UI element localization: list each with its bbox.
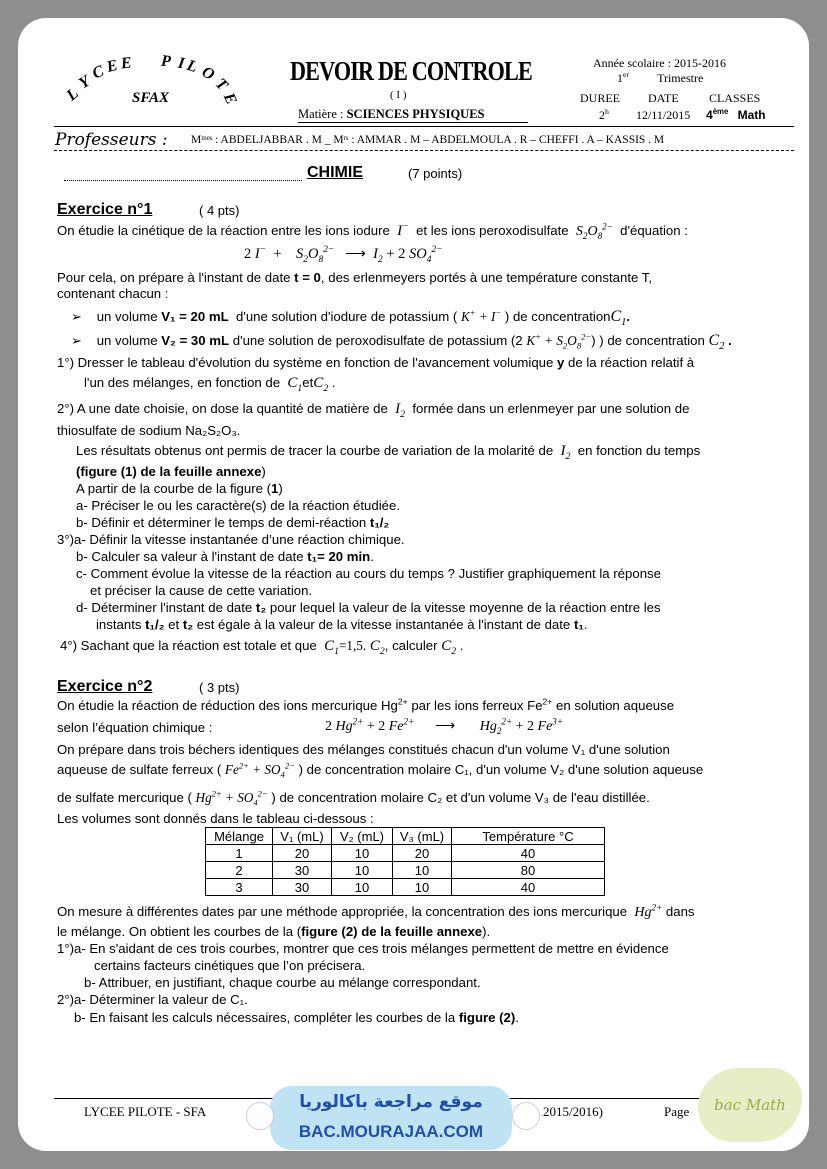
table-cell: 20 xyxy=(393,845,452,862)
ex2-l2: selon l’équation chimique : xyxy=(57,720,213,735)
table-cell: 40 xyxy=(452,879,605,896)
class-value: 4ème Math xyxy=(706,107,766,122)
ex2-l7: On mesure à différentes dates par une méthode appropriée, la concentration des ions mercurique $Hg^{2+}$ dans xyxy=(57,902,695,920)
exercise-1-title: Exercice n°1 xyxy=(57,201,153,218)
ex2-q1-b: b- Attribuer, en justifiant, chaque courbe au mélange correspondant. xyxy=(84,975,481,990)
profs-rule xyxy=(54,150,794,151)
logo-letter: E xyxy=(104,56,120,77)
ex2-l4: aqueuse de sulfate ferreux ( $Fe^{2+} + SO_4^{2-}$ ) de concentration molaire C₁, d'un volume V₂ d'une solution aqueuse xyxy=(57,760,704,780)
table-cell: 2 xyxy=(206,862,273,879)
logo-letter: P xyxy=(160,52,172,71)
table-header: Mélange xyxy=(206,828,273,845)
footer-page: Page xyxy=(664,1104,690,1119)
profs-label: Professeurs : xyxy=(55,130,168,150)
logo-letter: E xyxy=(219,90,240,108)
exercise-2-title: Exercice n°2 xyxy=(57,678,153,695)
logo-text: bac Math xyxy=(714,1096,786,1114)
banner-arabic-text: موقع مراجعة باكالوريا xyxy=(299,1092,483,1112)
ex1-q3-e: instants t₁/₂ et t₂ est égale à la valeur de la vitesse instantanée à l'instant de date t₁. xyxy=(96,617,588,632)
site-banner[interactable] xyxy=(270,1086,512,1150)
ex1-intro: On étudie la cinétique de la réaction entre les ions iodure I− et les ions peroxodisulfate $S_2O_8^{2-}$ d'équation : xyxy=(57,221,688,241)
logo-letter: I xyxy=(176,54,186,73)
ex1-q2-d: (figure (1) de la feuille annexe) xyxy=(76,464,266,479)
section-dotted-rule xyxy=(64,180,302,181)
table-header: V₁ (mL) xyxy=(273,828,332,845)
table-cell: 30 xyxy=(273,879,332,896)
ex1-q4: 4°) Sachant que la réaction est totale et que $C_1=1,5$. $C_2$, calculer $C_2$ . xyxy=(60,638,464,657)
exam-title: DEVOIR DE CONTROLE xyxy=(290,56,532,86)
logo-letter: O xyxy=(198,63,218,84)
ex2-l8: le mélange. On obtient les courbes de la (figure (2) de la feuille annexe). xyxy=(57,924,491,939)
ex2-l1: On étudie la réaction de réduction des ions mercurique $Hg^{2+}$ par les ions ferreux $Fe^{2+}$ en solution aqueuse xyxy=(57,696,675,713)
date-label: DATE xyxy=(648,91,679,105)
ex1-q2-bdef: b- Définir et déterminer le temps de demi-réaction t₁/₂ xyxy=(76,515,390,530)
duree-label: DUREE xyxy=(580,91,620,105)
trimester: 1er Trimestre xyxy=(617,70,704,85)
date-value: 12/11/2015 xyxy=(636,108,691,122)
subject-underline xyxy=(298,122,528,123)
logo-letter: L xyxy=(184,56,200,77)
ex1-equation: 2 I− + $S_2O_8^{2-}$ ⟶ $I_2 + 2$ $SO_4^{2-}$ xyxy=(244,245,443,265)
footer-school: LYCEE PILOTE - SFA xyxy=(84,1104,207,1119)
ex1-q1: 1°) Dresser le tableau d'évolution du système en fonction de l'avancement volumique y de la réaction relatif à xyxy=(57,355,695,370)
bac-math-logo xyxy=(698,1068,802,1142)
section-title: CHIMIE xyxy=(307,164,363,181)
profs-names: Mᵐᵉˢ : ABDELJABBAR . M _ Mʳˢ : AMMAR . M – ABDELMOULA . R – CHEFFI . A – KASSIS . M xyxy=(191,134,665,146)
duree-value: 2$^h$ xyxy=(599,107,609,122)
ex1-q2-b: thiosulfate de sodium Na₂S₂O₃. xyxy=(57,423,241,438)
ex2-q1-a: 1°)a- En s'aidant de ces trois courbes, montrer que ces trois mélanges permettent de mettre en évidence xyxy=(57,941,669,956)
ex1-q1-b: l'un des mélanges, en fonction de $C_1etC_2$ . xyxy=(84,375,336,394)
table-cell: 10 xyxy=(332,862,393,879)
logo-letter: E xyxy=(120,54,133,73)
volumes-table xyxy=(205,827,605,896)
ex1-bullet-2: ➢ un volume V₂ = 30 mL d'une solution de peroxodisulfate de potassium (2 $K^+ + S_2O_8^{2-}$) ) de concentration $C_2$ . xyxy=(71,331,732,353)
section-points: (7 points) xyxy=(408,166,463,181)
ex2-q2-b: b- En faisant les calculs nécessaires, compléter les courbes de la figure (2). xyxy=(74,1010,519,1025)
table-header-row xyxy=(206,828,605,845)
ex1-q3-b: b- Calculer sa valeur à l'instant de date t₁= 20 min. xyxy=(76,549,374,564)
footer-year: 2015/2016) xyxy=(543,1104,603,1119)
logo-letter: T xyxy=(211,75,231,95)
ex2-l3: On prépare dans trois béchers identiques des mélanges constitués chacun d'un volume V₁ d'une solution xyxy=(57,742,670,757)
table-header: V₃ (mL) xyxy=(393,828,452,845)
ex1-q2: 2°) A une date choisie, on dose la quantité de matière de $I_2$ formée dans un erlenmeyer par une solution de xyxy=(57,401,690,420)
table-cell: 10 xyxy=(332,879,393,896)
ex1-q3-d: d- Déterminer l'instant de date t₂ pour lequel la valeur de la vitesse moyenne de la réaction entre les xyxy=(76,600,661,615)
logo-letter: L xyxy=(63,84,82,105)
ex1-q2-a: a- Préciser le ou les caractère(s) de la réaction étudiée. xyxy=(76,498,400,513)
ex2-equation: 2 $Hg^{2+} + 2$ $Fe^{2+}$ ⟶ $Hg_2^{2+} + 2$ $Fe^{3+}$ xyxy=(325,716,563,736)
table-row xyxy=(206,845,605,862)
header-rule xyxy=(54,126,794,127)
table-cell: 80 xyxy=(452,862,605,879)
logo-letter: Y xyxy=(75,72,94,93)
exercise-2-points: ( 3 pts) xyxy=(199,680,240,695)
ex2-l5: de sulfate mercurique ( $Hg^{2+} + SO_4^{2-}$ ) de concentration molaire C₂ et d'un volume V₃ de l'eau distillée. xyxy=(57,788,650,808)
ex2-l6: Les volumes sont donnés dans le tableau ci-dessous : xyxy=(57,811,374,826)
table-cell: 30 xyxy=(273,862,332,879)
logo-city: SFAX xyxy=(132,90,169,106)
subject-line: Matière : SCIENCES PHYSIQUES xyxy=(298,107,485,121)
table-cell: 10 xyxy=(393,879,452,896)
banner-right-logo-icon xyxy=(512,1102,540,1130)
ex1-q2-c: Les résultats obtenus ont permis de tracer la courbe de variation de la molarité de $I_2$ en fonction du temps xyxy=(76,443,701,462)
ex1-q3-c2: et préciser la cause de cette variation. xyxy=(90,583,313,598)
ex1-bullet-1: ➢ un volume V₁ = 20 mL d'une solution d'iodure de potassium ( K+ + I− ) de concentrationC$_1$. xyxy=(71,307,631,329)
table-cell: 10 xyxy=(393,862,452,879)
classes-label: CLASSES xyxy=(709,91,761,105)
ex2-q2-a: 2°)a- Déterminer la valeur de C₁. xyxy=(57,992,248,1007)
table-cell: 40 xyxy=(452,845,605,862)
ex1-q3-c: c- Comment évolue la vitesse de la réaction au cours du temps ? Justifier graphiquement la réponse xyxy=(76,566,661,581)
table-cell: 10 xyxy=(332,845,393,862)
logo-letter: C xyxy=(89,62,107,83)
banner-url[interactable]: BAC.MOURAJAA.COM xyxy=(298,1122,484,1141)
ex1-prep: Pour cela, on prépare à l'instant de date t = 0, des erlenmeyers portés à une température constante T, xyxy=(57,270,652,285)
ex1-q3-a: 3°)a- Définir la vitesse instantanée d’une réaction chimique. xyxy=(57,532,405,547)
exam-sheet xyxy=(18,18,809,1151)
exam-number: ( I ) xyxy=(390,89,407,101)
ex1-q2-e: A partir de la courbe de la figure (1) xyxy=(76,481,283,496)
table-row xyxy=(206,862,605,879)
ex2-q1-a2: certains facteurs cinétiques que l’on précisera. xyxy=(94,958,366,973)
table-header: V₂ (mL) xyxy=(332,828,393,845)
table-cell: 1 xyxy=(206,845,273,862)
ex1-prep-2: contenant chacun : xyxy=(57,286,169,301)
exercise-1-points: ( 4 pts) xyxy=(199,203,240,218)
table-row xyxy=(206,879,605,896)
table-cell: 20 xyxy=(273,845,332,862)
school-year: Année scolaire : 2015-2016 xyxy=(593,56,726,70)
table-header: Température °C xyxy=(452,828,605,845)
table-cell: 3 xyxy=(206,879,273,896)
